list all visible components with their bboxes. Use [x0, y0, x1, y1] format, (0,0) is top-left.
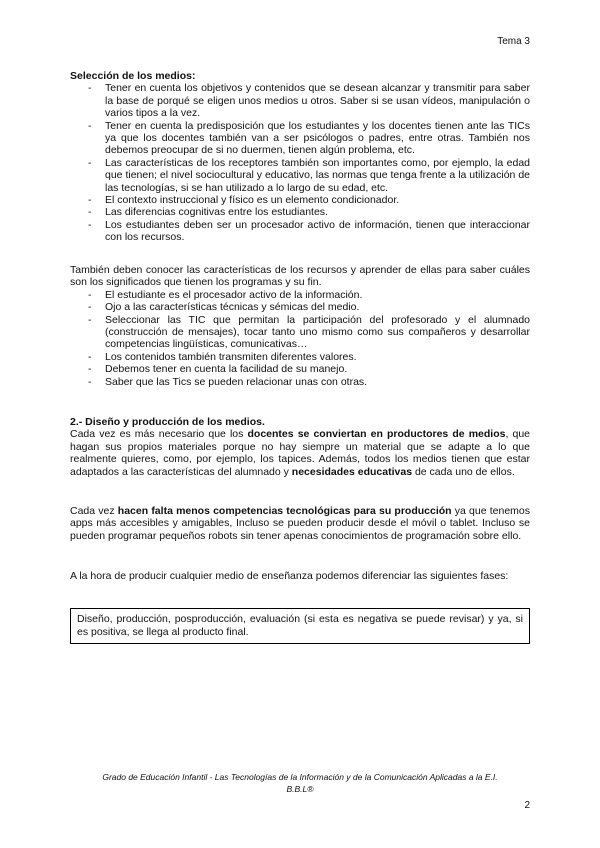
paragraph-competencies — [70, 505, 530, 542]
list-item: - Tener en cuenta los objetivos y contenidos que se desean alcanzar y transmitir para saber la base de porqué se eligen unos medios u otros. Saber si se usan vídeos, manipulación o varios tipos a la vez. — [88, 82, 530, 119]
paragraph: También deben conocer las características de los recursos y aprender de ellas para saber cuáles son los significados que tienen los programas y su fin. — [70, 264, 530, 289]
criteria-list — [70, 82, 530, 243]
paragraph-phases — [70, 570, 530, 582]
list-item: - El contexto instruccional y físico es un elemento condicionador. — [88, 194, 530, 206]
text-run: de cada uno de ellos. — [412, 465, 515, 478]
bold-text: docentes se conviertan en productores de medios — [247, 428, 506, 441]
paragraph: A la hora de producir cualquier medio de enseñanza podemos diferenciar las siguientes fases: — [70, 570, 509, 582]
section-title: 2.- Diseño y producción de los medios. — [70, 416, 265, 428]
bold-text: necesidades educativas — [291, 465, 413, 478]
paragraph — [70, 505, 530, 542]
list-item: - Los estudiantes deben ser un procesador activo de información, tienen que interaccionar con los recursos. — [88, 219, 530, 244]
list-item: - Debemos tener en cuenta la facilidad de su manejo. — [88, 363, 530, 375]
list-item: - Las diferencias cognitivas entre los estudiantes. — [88, 206, 530, 218]
footer — [70, 771, 530, 795]
list-item: - Saber que las Tics se pueden relacionar unas con otras. — [88, 376, 530, 388]
section-title: Selección de los medios: — [70, 70, 196, 82]
page-header-topic: Tema 3 — [497, 36, 530, 47]
bold-text: hacen falta menos competencias tecnológicas para su producción — [117, 505, 452, 517]
list-item: - El estudiante es el procesador activo de la información. — [88, 289, 530, 301]
footer-course: Grado de Educación Infantil - Las Tecnologías de la Información y de la Comunicación Aplicadas a la E.I. — [102, 772, 498, 782]
section-resources — [70, 264, 530, 388]
list-item: - Las características de los receptores también son importantes como, por ejemplo, la edad que tienen; el nivel sociocultural y educativo, las normas que tenga frente a la utilización de las tecnologías, si se han utilizado a lo largo de su edad, etc. — [88, 157, 530, 194]
section-design-production — [70, 416, 530, 478]
paragraph — [70, 428, 530, 478]
list-item: - Seleccionar las TIC que permitan la participación del profesorado y el alumnado (construcción de mensajes), tocar tanto uno mismo como sus compañeros y desarrollar competencias lingüísticas, comunicativas… — [88, 314, 530, 351]
list-item: - Ojo a las características técnicas y sémicas del medio. — [88, 301, 530, 313]
section-media-selection — [70, 70, 530, 244]
phases-box: Diseño, producción, posproducción, evaluación (si esta es negativa se puede revisar) y ya, si es positiva, se llega al producto final. — [70, 608, 530, 644]
page-number: 2 — [524, 800, 530, 811]
text-run: Cada vez es más necesario que los — [70, 428, 248, 441]
text-run: , que hagan sus propios materiales porque no hay siempre un material que se adapte a lo que realmente quieres, como, por ejemplo, los tapices. Además, todos los medios tienen que estar adaptados a las características del alumnado y — [70, 428, 530, 478]
list-item: - Tener en cuenta la predisposición que los estudiantes y los docentes tienen ante las TICs ya que los docentes también van a ser psicólogos o padres, entre otras. También nos debemos preocupar de si no duermen, tienen algún problema, etc. — [88, 120, 530, 157]
text-run: ya que tenemos apps más accesibles y amigables, Incluso se pueden producir desde el móvil o tablet. Incluso se pueden programar pequeños robots sin tener apenas conocimientos de programación sobre ello. — [70, 505, 531, 542]
resource-list — [70, 289, 530, 388]
footer-author: B.B.L® — [286, 784, 314, 794]
list-item: - Los contenidos también transmiten diferentes valores. — [88, 351, 530, 363]
text-run: Cada vez — [70, 505, 118, 517]
